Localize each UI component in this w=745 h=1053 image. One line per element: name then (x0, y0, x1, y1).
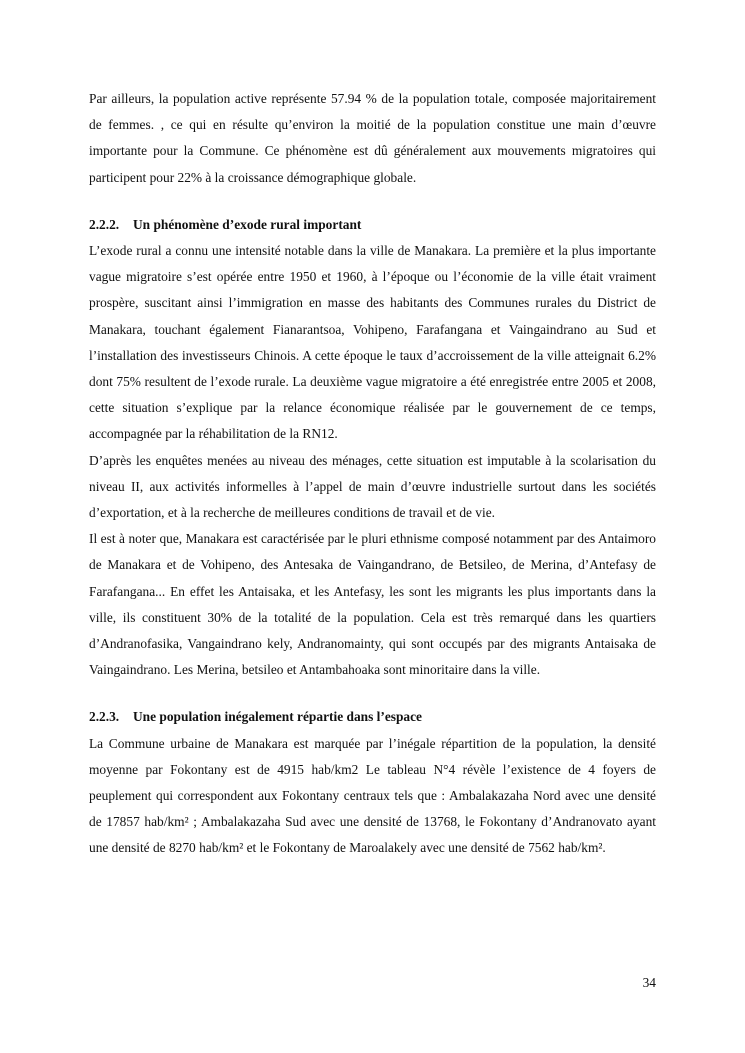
section-heading-2-2-2 (89, 212, 656, 238)
section-2-2-2-paragraph-2: D’après les enquêtes menées au niveau des ménages, cette situation est imputable à la scolarisation du niveau II, aux activités informelles à l’appel de main d’œuvre industrielle surtout dans les sociétés d’exportation, et à la recherche de meilleures conditions de travail et de vie. (89, 452, 656, 521)
section-title: Un phénomène d’exode rural important (133, 216, 362, 232)
section-spacer (89, 683, 656, 704)
section-2-2-2-paragraph-3: Il est à noter que, Manakara est caractérisée par le pluri ethnisme composé notamment par des Antaimoro de Manakara et de Vohipeno, des Antesaka de Vaingandrano, de Betsileo, de Merina, d’Antefasy de Farafangana... En effet les Antaisaka, et les Antefasy, les sont les migrants les plus importants dans la ville, ils constituent 30% de la totalité de la population. Cela est très remarqué dans les quartiers d’Andranofasika, Vangaindrano kely, Andranomainty, qui sont occupés par des migrants Antaisaka de Vaingaindrano. Les Merina, betsileo et Antambahoaka sont minoritaire dans la ville. (89, 531, 656, 678)
section-2-2-3-paragraph-1: La Commune urbaine de Manakara est marquée par l’inégale répartition de la population, la densité moyenne par Fokontany est de 4915 hab/km2 Le tableau N°4 révèle l’existence de 4 foyers de peuplement qui correspondent aux Fokontany centraux tels que : Ambalakazaha Nord avec une densité de 17857 hab/km² ; Ambalakazaha Sud avec une densité de 13768, le Fokontany d’Andranovato ayant une densité de 8270 hab/km² et le Fokontany de Maroalakely avec une densité de 7562 hab/km². (89, 735, 656, 856)
page-number: 34 (642, 975, 656, 990)
section-2-2-2-paragraph-1: L’exode rural a connu une intensité notable dans la ville de Manakara. La première et la plus importante vague migratoire s’est opérée entre 1950 et 1960, à l’époque ou l’économie de la ville était vraiment prospère, suscitant ainsi l’immigration en masse des habitants des Communes rurales du District de Manakara, touchant également Fianarantsoa, Vohipeno, Farafangana et Vaingaindrano au Sud et l’installation des investisseurs Chinois. A cette époque le taux d’accroissement de la ville atteignait 6.2% dont 75% resultent de l’exode rurale. La deuxième vague migratoire a été enregistrée entre 2005 et 2008, cette situation s’explique par la relance économique réalisée par le gouvernement de ce temps, accompagnée par la réhabilitation de la RN12. (89, 243, 656, 442)
section-heading-2-2-3 (89, 704, 656, 730)
section-title: Une population inégalement répartie dans l’espace (133, 709, 423, 725)
section-spacer (89, 191, 656, 212)
section-number: 2.2.3. (89, 709, 120, 725)
document-page (89, 86, 656, 862)
section-number: 2.2.2. (89, 216, 120, 232)
intro-paragraph: Par ailleurs, la population active représente 57.94 % de la population totale, composée majoritairement de femmes. , ce qui en résulte qu’environ la moitié de la population constitue une main d’œuvre importante pour la Commune. Ce phénomène est dû généralement aux mouvements migratoires qui participent pour 22% à la croissance démographique globale. (89, 91, 656, 185)
